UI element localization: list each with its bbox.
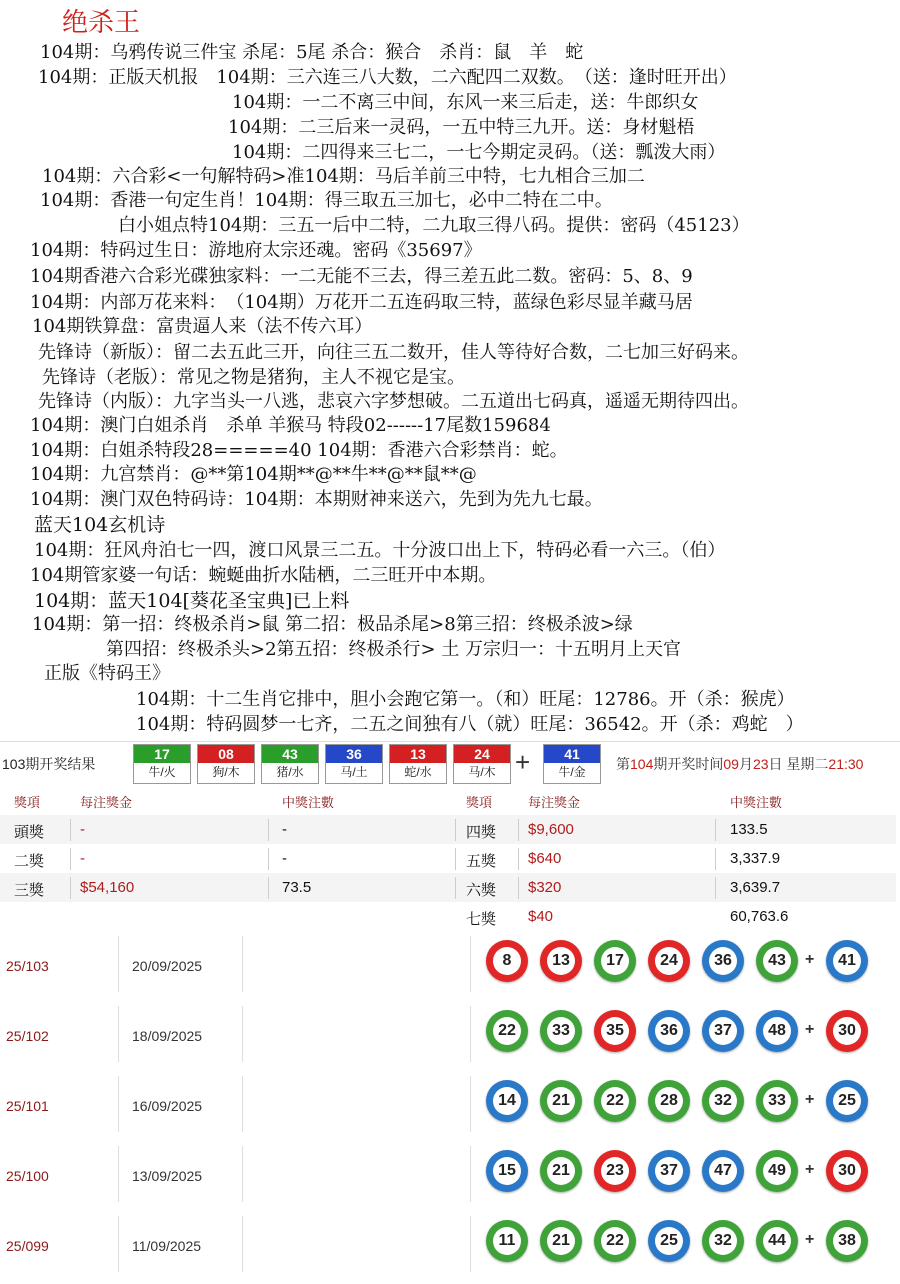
divider xyxy=(70,819,71,841)
table-cell: 133.5 xyxy=(730,821,768,838)
divider xyxy=(470,1216,471,1272)
ball-number: 37 xyxy=(655,1157,683,1185)
lottery-ball xyxy=(702,1080,744,1122)
divider xyxy=(518,819,519,841)
divider xyxy=(470,1076,471,1132)
divider xyxy=(118,936,119,992)
draw-date: 18/09/2025 xyxy=(132,1028,203,1044)
table-cell: 頭獎 xyxy=(14,824,45,841)
column-header: 獎項 xyxy=(466,795,493,810)
ball-number: 49 xyxy=(763,1157,791,1185)
table-cell: 六獎 xyxy=(466,882,497,899)
ball-number: 21 xyxy=(547,1227,575,1255)
table-cell: 3,639.7 xyxy=(730,879,781,896)
lottery-ball xyxy=(594,1080,636,1122)
lottery-ball xyxy=(756,1080,798,1122)
ball-number: 8 xyxy=(493,947,521,975)
text-line: 104期：澳门双色特码诗：104期：本期财神来送六，先到为先九七最。 xyxy=(30,489,603,510)
table-cell: $40 xyxy=(528,908,554,925)
divider xyxy=(118,1076,119,1132)
history-row xyxy=(0,1074,900,1144)
table-cell: $320 xyxy=(528,879,562,896)
table-cell: $54,160 xyxy=(80,879,135,896)
lottery-ball xyxy=(702,1220,744,1262)
lottery-ball xyxy=(648,1080,690,1122)
text-line: 104期：一二不离三中间，东风一来三后走，送：牛郎织女 xyxy=(232,92,699,113)
prize-table-row xyxy=(0,844,896,873)
table-cell: 七獎 xyxy=(466,911,497,928)
divider xyxy=(70,877,71,899)
table-cell: $640 xyxy=(528,850,562,867)
lottery-ball xyxy=(486,940,528,982)
ball-number: 44 xyxy=(763,1227,791,1255)
divider xyxy=(470,1006,471,1062)
history-row xyxy=(0,1144,900,1214)
ball-number: 22 xyxy=(601,1087,629,1115)
ball-number: 21 xyxy=(547,1087,575,1115)
text-line: 第四招：终极杀头>2第五招：终极杀行> 土 万宗归一：十五明月上天官 xyxy=(106,639,682,660)
table-cell: 73.5 xyxy=(282,879,312,896)
special-lottery-ball xyxy=(826,1150,868,1192)
divider xyxy=(518,877,519,899)
lottery-ball xyxy=(702,940,744,982)
table-cell: 60,763.6 xyxy=(730,908,789,925)
ball-number: 24 xyxy=(454,745,510,763)
lottery-ball xyxy=(594,940,636,982)
table-cell: 3,337.9 xyxy=(730,850,781,867)
plus-sign: + xyxy=(515,747,531,777)
divider xyxy=(715,819,716,841)
text-line: 104期：白姐杀特段28=====40 104期：香港六合彩禁肖：蛇。 xyxy=(30,440,568,461)
ball-number: 11 xyxy=(493,1227,521,1255)
text-line: 104期：特码圆梦一七齐，二五之间独有八（就）旺尾：36542。开（杀：鸡蛇 ） xyxy=(136,714,804,735)
special-lottery-ball xyxy=(826,940,868,982)
lottery-ball xyxy=(540,1080,582,1122)
ball-number: 33 xyxy=(763,1087,791,1115)
ball-zodiac: 蛇/水 xyxy=(390,763,446,782)
text-line: 104期管家婆一句话：蜿蜒曲折水陆栖，二三旺开中本期。 xyxy=(30,565,497,586)
divider xyxy=(455,848,456,870)
lottery-ball xyxy=(648,1150,690,1192)
result-ball-chip xyxy=(389,744,447,784)
ball-number: 25 xyxy=(655,1227,683,1255)
result-ball-chip xyxy=(133,744,191,784)
text-line: 104期：蓝天104[葵花圣宝典]已上料 xyxy=(34,590,350,612)
divider xyxy=(118,1216,119,1272)
ball-number: 15 xyxy=(493,1157,521,1185)
draw-period: 25/103 xyxy=(6,958,49,974)
ball-number: 21 xyxy=(547,1157,575,1185)
text-line: 104期：九宫禁肖：@**第104期**@**牛**@**鼠**@ xyxy=(30,464,477,485)
column-header: 每注獎金 xyxy=(528,795,581,810)
text-line: 104期：澳门白姐杀肖 杀单 羊猴马 特段02------17尾数159684 xyxy=(30,415,551,436)
ball-number: 41 xyxy=(544,745,600,763)
divider xyxy=(455,819,456,841)
text-line: 104期：香港一句定生肖！104期：得三取五三加七，必中二特在二中。 xyxy=(40,190,613,211)
column-header: 中獎注數 xyxy=(282,795,335,810)
ball-number: 36 xyxy=(326,745,382,763)
text-line: 104期：第一招：终极杀肖>鼠 第二招：极品杀尾>8第三招：终极杀波>绿 xyxy=(32,614,633,635)
divider xyxy=(118,1006,119,1062)
lottery-ball xyxy=(540,1010,582,1052)
text-line: 白小姐点特104期：三五一后中二特，二九取三得八码。提供：密码（45123） xyxy=(118,215,750,236)
text-line: 104期：二四得来三七二，一七今期定灵码。（送：瓢泼大雨） xyxy=(232,142,726,163)
column-header: 每注獎金 xyxy=(80,795,133,810)
prize-table-header xyxy=(0,786,896,815)
column-header: 中獎注數 xyxy=(730,795,783,810)
text-line: 先锋诗（老版）：常见之物是猪狗，主人不视它是宝。 xyxy=(42,367,465,388)
plus-sign: + xyxy=(805,1021,815,1038)
draw-period: 25/100 xyxy=(6,1168,49,1184)
text-line: 104期：特码过生日：游地府太宗还魂。密码《35697》 xyxy=(30,240,482,261)
ball-number: 47 xyxy=(709,1157,737,1185)
lottery-ball xyxy=(702,1010,744,1052)
table-cell: 四獎 xyxy=(466,824,497,841)
divider xyxy=(715,877,716,899)
lottery-ball xyxy=(540,940,582,982)
ball-zodiac: 马/土 xyxy=(326,763,382,782)
ball-number: 37 xyxy=(709,1017,737,1045)
draw-period: 25/102 xyxy=(6,1028,49,1044)
history-row xyxy=(0,934,900,1004)
result-ball-chip xyxy=(197,744,255,784)
divider xyxy=(118,1146,119,1202)
lottery-ball xyxy=(540,1150,582,1192)
table-cell: - xyxy=(282,821,287,838)
special-lottery-ball xyxy=(826,1220,868,1262)
column-header: 獎項 xyxy=(14,795,41,810)
lottery-ball xyxy=(594,1010,636,1052)
ball-number: 32 xyxy=(709,1227,737,1255)
draw-period: 25/099 xyxy=(6,1238,49,1254)
table-cell: $9,600 xyxy=(528,821,574,838)
lottery-ball xyxy=(594,1220,636,1262)
divider xyxy=(268,848,269,870)
prize-table xyxy=(0,786,900,934)
draw-period: 25/101 xyxy=(6,1098,49,1114)
divider xyxy=(455,877,456,899)
ball-number: 43 xyxy=(262,745,318,763)
plus-sign: + xyxy=(805,951,815,968)
text-line: 先锋诗（新版）：留二去五此三开，向往三五二数开，佳人等待好合数，二七加三好码来。 xyxy=(38,342,749,363)
divider xyxy=(715,848,716,870)
plus-sign: + xyxy=(805,1091,815,1108)
ball-number: 38 xyxy=(833,1227,861,1255)
ball-zodiac: 猪/水 xyxy=(262,763,318,782)
divider xyxy=(518,848,519,870)
lottery-ball xyxy=(486,1150,528,1192)
ball-number: 22 xyxy=(493,1017,521,1045)
ball-number: 35 xyxy=(601,1017,629,1045)
ball-number: 08 xyxy=(198,745,254,763)
result-ball-chip xyxy=(453,744,511,784)
ball-number: 43 xyxy=(763,947,791,975)
text-line: 蓝天104玄机诗 xyxy=(34,514,166,536)
lottery-ball xyxy=(648,1010,690,1052)
special-ball-chip xyxy=(543,744,601,784)
prize-table-row xyxy=(0,902,896,931)
ball-zodiac: 马/木 xyxy=(454,763,510,782)
ball-number: 22 xyxy=(601,1227,629,1255)
ball-number: 36 xyxy=(655,1017,683,1045)
divider xyxy=(242,936,243,992)
table-cell: 二獎 xyxy=(14,853,45,870)
ball-number: 33 xyxy=(547,1017,575,1045)
draw-results-label: 103期开奖结果 xyxy=(2,756,96,772)
special-lottery-ball xyxy=(826,1010,868,1052)
table-cell: - xyxy=(80,821,85,838)
page-title: 绝杀王 xyxy=(62,8,141,38)
text-line: 104期铁算盘：富贵逼人来（法不传六耳） xyxy=(32,316,373,337)
divider xyxy=(268,877,269,899)
ball-number: 30 xyxy=(833,1017,861,1045)
prize-table-row xyxy=(0,815,896,844)
lottery-ball xyxy=(756,940,798,982)
history-row xyxy=(0,1004,900,1074)
text-line: 104期：二三后来一灵码，一五中特三九开。送：身材魁梧 xyxy=(228,117,695,138)
divider xyxy=(470,936,471,992)
next-draw-info: 第104期开奖时间09月23日 星期二21:30 xyxy=(616,756,864,772)
divider xyxy=(242,1006,243,1062)
ball-number: 24 xyxy=(655,947,683,975)
result-ball-chip xyxy=(261,744,319,784)
lottery-ball xyxy=(648,940,690,982)
text-line: 104期：正版天机报 104期：三六连三八大数，二六配四二双数。 （送：逢时旺开出） xyxy=(38,67,737,88)
ball-zodiac: 牛/金 xyxy=(544,763,600,782)
plus-sign: + xyxy=(805,1231,815,1248)
divider xyxy=(70,848,71,870)
ball-number: 36 xyxy=(709,947,737,975)
lottery-ball xyxy=(756,1010,798,1052)
divider xyxy=(268,819,269,841)
lottery-ball xyxy=(756,1220,798,1262)
lottery-ball xyxy=(702,1150,744,1192)
table-cell: - xyxy=(80,850,85,867)
text-line: 104期：内部万花来料： （104期）万花开二五连码取三特，蓝绿色彩尽显羊藏马居 xyxy=(30,292,693,313)
ball-number: 28 xyxy=(655,1087,683,1115)
ball-number: 23 xyxy=(601,1157,629,1185)
text-line: 104期：乌鸦传说三件宝 杀尾：5尾 杀合：猴合 杀肖：鼠 羊 蛇 xyxy=(40,42,584,63)
result-ball-chip xyxy=(325,744,383,784)
ball-number: 13 xyxy=(390,745,446,763)
draw-date: 16/09/2025 xyxy=(132,1098,203,1114)
divider xyxy=(242,1216,243,1272)
table-cell: 五獎 xyxy=(466,853,497,870)
ball-number: 25 xyxy=(833,1087,861,1115)
ball-number: 32 xyxy=(709,1087,737,1115)
divider xyxy=(242,1076,243,1132)
divider xyxy=(242,1146,243,1202)
divider xyxy=(470,1146,471,1202)
prize-table-row xyxy=(0,873,896,902)
table-cell: 三獎 xyxy=(14,882,45,899)
text-line: 正版《特码王》 xyxy=(44,663,170,684)
lottery-ball xyxy=(486,1080,528,1122)
draw-results-bar xyxy=(0,741,900,786)
plus-sign: + xyxy=(805,1161,815,1178)
ball-number: 48 xyxy=(763,1017,791,1045)
history-row xyxy=(0,1214,900,1284)
draw-date: 11/09/2025 xyxy=(132,1238,202,1254)
ball-zodiac: 牛/火 xyxy=(134,763,190,782)
special-lottery-ball xyxy=(826,1080,868,1122)
lottery-ball xyxy=(594,1150,636,1192)
ball-number: 13 xyxy=(547,947,575,975)
draw-date: 20/09/2025 xyxy=(132,958,203,974)
text-line: 104期：六合彩<一句解特码>准104期：马后羊前三中特，七九相合三加二 xyxy=(42,166,645,187)
text-line: 104期：狂风舟泊七一四，渡口风景三二五。十分波口出上下，特码必看一六三。（伯） xyxy=(34,540,726,561)
ball-number: 17 xyxy=(601,947,629,975)
lottery-ball xyxy=(756,1150,798,1192)
text-line: 104期：十二生肖它排中，胆小会跑它第一。（和）旺尾：12786。开（杀：猴虎） xyxy=(136,689,795,710)
text-line: 104期香港六合彩光碟独家料：一二无能不三去，得三差五此二数。密码：5、8、9 xyxy=(30,266,693,287)
ball-zodiac: 狗/木 xyxy=(198,763,254,782)
lottery-ball xyxy=(486,1010,528,1052)
lottery-ball xyxy=(648,1220,690,1262)
lottery-ball xyxy=(540,1220,582,1262)
table-cell: - xyxy=(282,850,287,867)
draw-date: 13/09/2025 xyxy=(132,1168,203,1184)
ball-number: 30 xyxy=(833,1157,861,1185)
ball-number: 17 xyxy=(134,745,190,763)
text-line: 先锋诗（内版）：九字当头一八逃，悲哀六字梦想破。二五道出七码真，遥遥无期待四出。 xyxy=(38,391,749,412)
ball-number: 41 xyxy=(833,947,861,975)
lottery-ball xyxy=(486,1220,528,1262)
ball-number: 14 xyxy=(493,1087,521,1115)
